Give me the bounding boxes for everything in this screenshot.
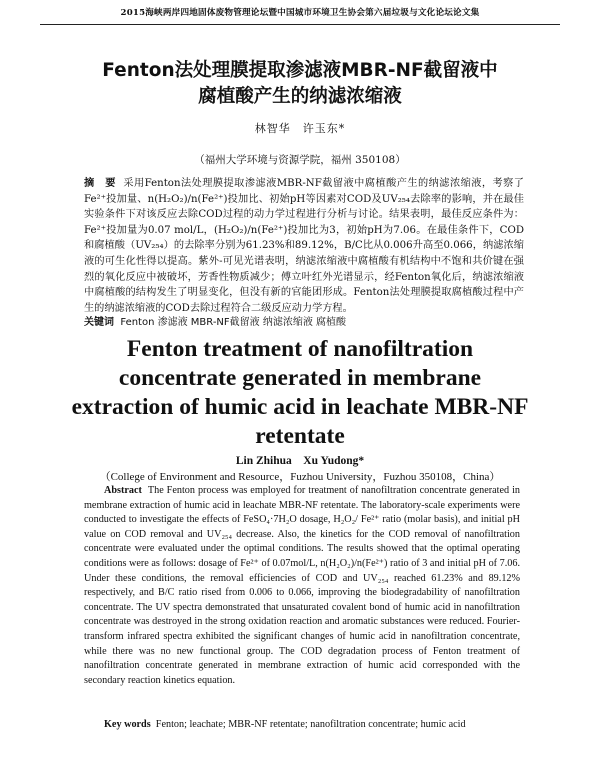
english-title-line-2: concentrate generated in membrane: [118, 365, 482, 391]
english-keywords: [84, 718, 520, 733]
chinese-keywords: [84, 316, 524, 330]
english-abstract-text: The Fenton process was employed for treatment of nanofiltration concentrate generated in membrane extraction of humic acid in leachate MBR-NF retentate. The laboratory-scale experiments were conducted to investigate the effects of FeSO₄·7H₂O dosage, H₂O₂/ Fe²⁺ ratio (molar basis), and initial pH value on COD removal and UV₂₅₄ decrease. Also, the kinetics for the COD removal of nanofiltration concentrate were evaluated under the optimal conditions. The results showed that the optimal operating conditions were as follows: dosage of Fe²⁺ of 0.07mol/L, n(H₂O₂)/n(Fe²⁺) ratio of 3 and initial pH of 7.06. Under these conditions, the removal efficiencies of COD and UV₂₅₄ reached 61.23% and 89.12% respectively, and B/C ratio rised from 0.006 to 0.066, improving the biodegradability of nanofiltration concentrate. The UV spectra demonstrated that unsaturated covalent bond of humic acid in nanofiltration concentrate was destroyed in the strong oxidation reaction and aromatic substances were reduced. Fourier-transform infrared spectra exhibited the significant changes of humic acid in nanofiltration concentrate, while there was no new functional group. The COD degradation process of Fenton treatment of nanofiltration concentrate generated in membrane extraction of humic acid corresponded with the secondary reaction kinetics equation.: [84, 485, 521, 686]
english-title-line-1: Fenton treatment of nanofiltration: [126, 336, 474, 362]
chinese-keywords-label: 关键词: [84, 317, 114, 328]
english-authors: Lin Zhihua Xu Yudong*: [235, 455, 365, 467]
english-title-line-3: extraction of humic acid in leachate MBR-NF: [71, 394, 529, 420]
header-rule: [40, 24, 560, 25]
chinese-title: [40, 58, 560, 110]
english-title-line-4: retentate: [255, 423, 345, 449]
running-header: 2015海峡两岸四地固体废物管理论坛暨中国城市环境卫生协会第六届垃圾与文化论坛论文集: [120, 8, 480, 18]
english-keywords-text: Fenton; leachate; MBR-NF retentate; nanofiltration concentrate; humic acid: [155, 719, 466, 730]
chinese-abstract: [84, 176, 524, 316]
chinese-title-line-1: Fenton法处理膜提取渗滤液MBR-NF截留液中: [102, 60, 498, 81]
english-abstract: [84, 484, 520, 688]
english-abstract-label: Abstract: [104, 485, 142, 496]
english-affiliation: （College of Environment and Resource，Fuzhou University，Fuzhou 350108，China）: [99, 471, 501, 483]
chinese-title-line-2: 腐植酸产生的纳滤浓缩液: [198, 86, 402, 107]
english-title: [50, 335, 550, 451]
chinese-abstract-label: 摘 要: [84, 178, 116, 189]
chinese-abstract-text: 采用Fenton法处理膜提取渗滤液MBR-NF截留液中腐植酸产生的纳滤浓缩液，考察了Fe²⁺投加量、n(H₂O₂)/n(Fe²⁺)投加比、初始pH等因素对COD及UV₂₅₄去除率的影响，并在最佳实验条件下对该反应去除COD过程的动力学过程进行分析与讨论。结果表明，最佳反应条件为：Fe²⁺投加量为0.07 mol/L，(H₂O₂)/n(Fe²⁺)投加比为3，初始pH为7.06。在最佳条件下，COD和腐植酸（UV₂₅₄）的去除率分别为61.23%和89.12%，B/C比从0.006升高至0.066，纳滤浓缩液的可生化性得以提高。紫外-可见光谱表明，纳滤浓缩液中腐植酸有机结构中不饱和共价键在强烈的氧化反应中被破坏，芳香性物质减少；傅立叶红外光谱显示，经Fenton氧化后，纳滤浓缩液中腐植酸的结构发生了明显变化，但没有新的官能团形成。Fenton法处理膜提取腐植酸过程中产生的纳滤浓缩液的COD去除过程符合二级反应动力学方程。: [84, 178, 524, 314]
english-keywords-label: Key words: [104, 719, 151, 730]
chinese-authors: 林智华 许玉东*: [254, 122, 346, 135]
chinese-keywords-text: Fenton 渗滤液 MBR-NF截留液 纳滤浓缩液 腐植酸: [120, 317, 347, 328]
chinese-affiliation: （福州大学环境与资源学院，福州 350108）: [194, 154, 406, 166]
